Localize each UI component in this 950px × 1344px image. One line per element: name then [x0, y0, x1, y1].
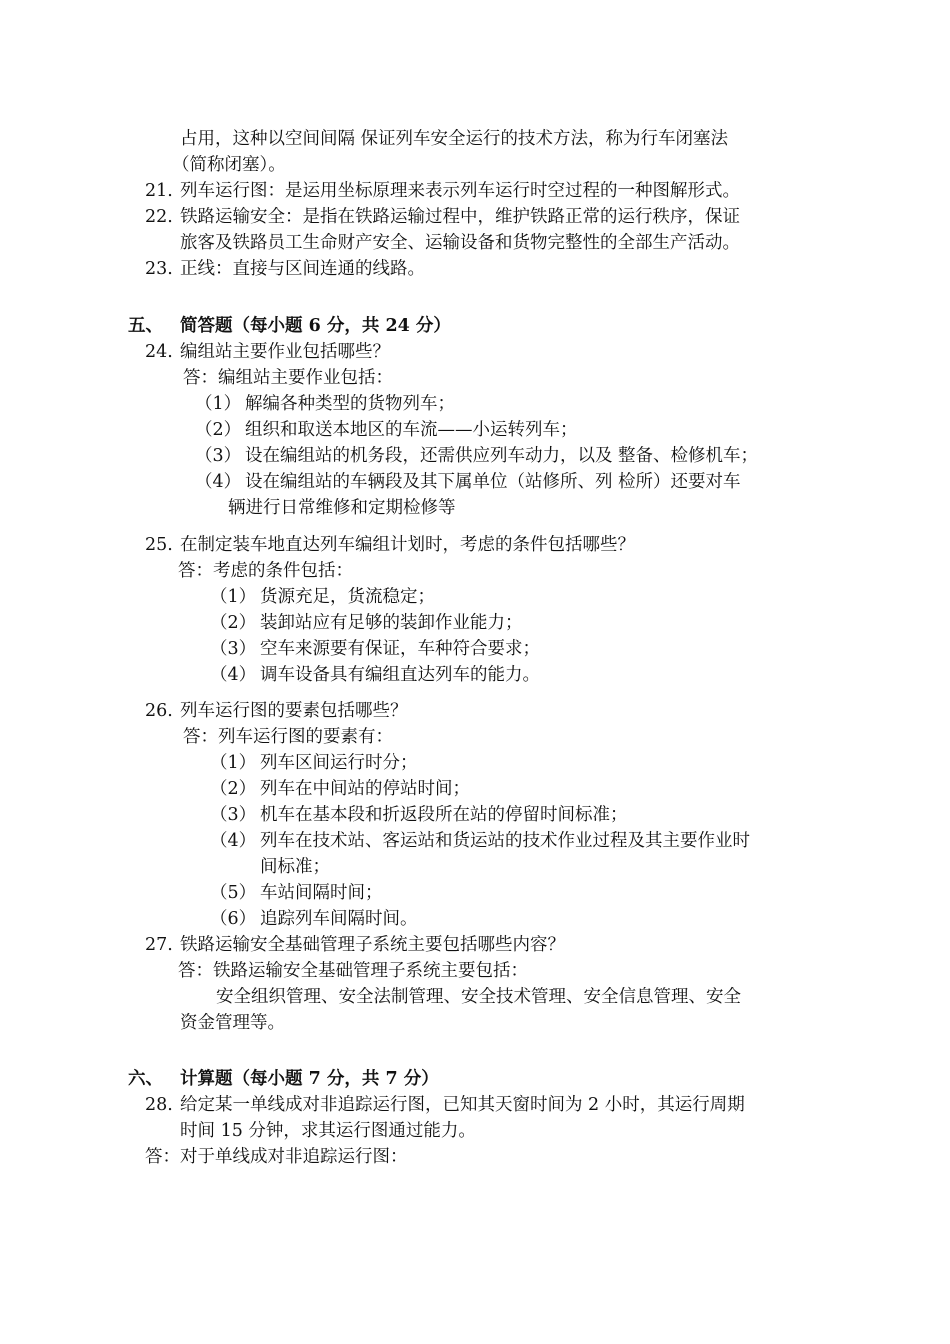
q25-number: 25. [145, 535, 173, 555]
q23-number: 23. [145, 259, 173, 279]
q24-point-4-text-line-2: 辆进行日常维修和定期检修等 [228, 498, 456, 518]
q26-point-3-number: （3） [210, 805, 257, 825]
q27-number: 27. [145, 935, 173, 955]
q22-text-line-1: 铁路运输安全：是指在铁路运输过程中，维护铁路正常的运行秩序，保证 [180, 207, 740, 227]
q25-answer: 答：考虑的条件包括： [178, 561, 353, 581]
q21-text: 列车运行图：是运用坐标原理来表示列车运行时空过程的一种图解形式。 [180, 181, 740, 201]
q26-question: 列车运行图的要素包括哪些？ [180, 701, 408, 721]
q25-point-2-number: （2） [210, 613, 257, 633]
q26-point-5-number: （5） [210, 883, 257, 903]
q28-text-line-2: 时间 15 分钟，求其运行图通过能力。 [180, 1121, 476, 1141]
q26-point-2-text: 列车在中间站的停站时间； [260, 779, 470, 799]
q25-point-4-number: （4） [210, 665, 257, 685]
q24-point-2-number: （2） [195, 420, 242, 440]
q24-point-2-text: 组织和取送本地区的车流——小运转列车； [245, 420, 578, 440]
q26-point-4-text-line-1: 列车在技术站、客运站和货运站的技术作业过程及其主要作业时 [260, 831, 750, 851]
section5-number: 五、 [128, 316, 163, 336]
q22-number: 22. [145, 207, 173, 227]
q24-point-1-number: （1） [195, 394, 242, 414]
q27-answer: 答：铁路运输安全基础管理子系统主要包括： [178, 961, 528, 981]
q25-point-1-text: 货源充足，货流稳定； [260, 587, 435, 607]
q22-text-line-2: 旅客及铁路员工生命财产安全、运输设备和货物完整性的全部生产活动。 [180, 233, 740, 253]
q27-question: 铁路运输安全基础管理子系统主要包括哪些内容？ [180, 935, 565, 955]
q27-body-line-2: 资金管理等。 [180, 1013, 285, 1033]
q28-text-line-1: 给定某一单线成对非追踪运行图，已知其天窗时间为 2 小时，其运行周期 [180, 1095, 745, 1115]
q25-point-3-number: （3） [210, 639, 257, 659]
q21-number: 21. [145, 181, 173, 201]
section5-title: 简答题（每小题 6 分，共 24 分） [180, 316, 451, 336]
q26-point-6-number: （6） [210, 909, 257, 929]
q24-point-3-number: （3） [195, 446, 242, 466]
q26-point-1-number: （1） [210, 753, 257, 773]
q28-answer: 答：对于单线成对非追踪运行图： [145, 1147, 408, 1167]
q26-point-5-text: 车站间隔时间； [260, 883, 383, 903]
q26-point-2-number: （2） [210, 779, 257, 799]
q24-answer: 答：编组站主要作业包括： [183, 368, 393, 388]
q24-question: 编组站主要作业包括哪些？ [180, 342, 390, 362]
q26-number: 26. [145, 701, 173, 721]
q25-point-3-text: 空车来源要有保证，车种符合要求； [260, 639, 540, 659]
q27-body-line-1: 安全组织管理、安全法制管理、安全技术管理、安全信息管理、安全 [216, 987, 741, 1007]
q25-question: 在制定装车地直达列车编组计划时，考虑的条件包括哪些？ [180, 535, 635, 555]
q25-point-2-text: 装卸站应有足够的装卸作业能力； [260, 613, 523, 633]
q23-text: 正线：直接与区间连通的线路。 [180, 259, 425, 279]
q25-point-4-text: 调车设备具有编组直达列车的能力。 [260, 665, 540, 685]
q26-point-6-text: 追踪列车间隔时间。 [260, 909, 418, 929]
q28-number: 28. [145, 1095, 173, 1115]
q24-point-1-text: 解编各种类型的货物列车； [245, 394, 455, 414]
q20-continuation-line-2: （简称闭塞）。 [172, 155, 286, 175]
q25-point-1-number: （1） [210, 587, 257, 607]
q24-number: 24. [145, 342, 173, 362]
q24-point-4-text-line-1: 设在编组站的车辆段及其下属单位（站修所、列 检所）还要对车 [245, 472, 741, 492]
q26-point-4-text-line-2: 间标准； [260, 857, 330, 877]
q24-point-4-number: （4） [195, 472, 242, 492]
q26-point-3-text: 机车在基本段和折返段所在站的停留时间标准； [260, 805, 628, 825]
section6-number: 六、 [128, 1069, 163, 1089]
section6-title: 计算题（每小题 7 分，共 7 分） [180, 1069, 439, 1089]
q26-answer: 答：列车运行图的要素有： [183, 727, 393, 747]
q20-continuation-line-1: 占用，这种以空间间隔 保证列车安全运行的技术方法，称为行车闭塞法 [180, 129, 729, 149]
q24-point-3-text: 设在编组站的机务段，还需供应列车动力，以及 整备、检修机车； [245, 446, 759, 466]
q26-point-4-number: （4） [210, 831, 257, 851]
q26-point-1-text: 列车区间运行时分； [260, 753, 418, 773]
